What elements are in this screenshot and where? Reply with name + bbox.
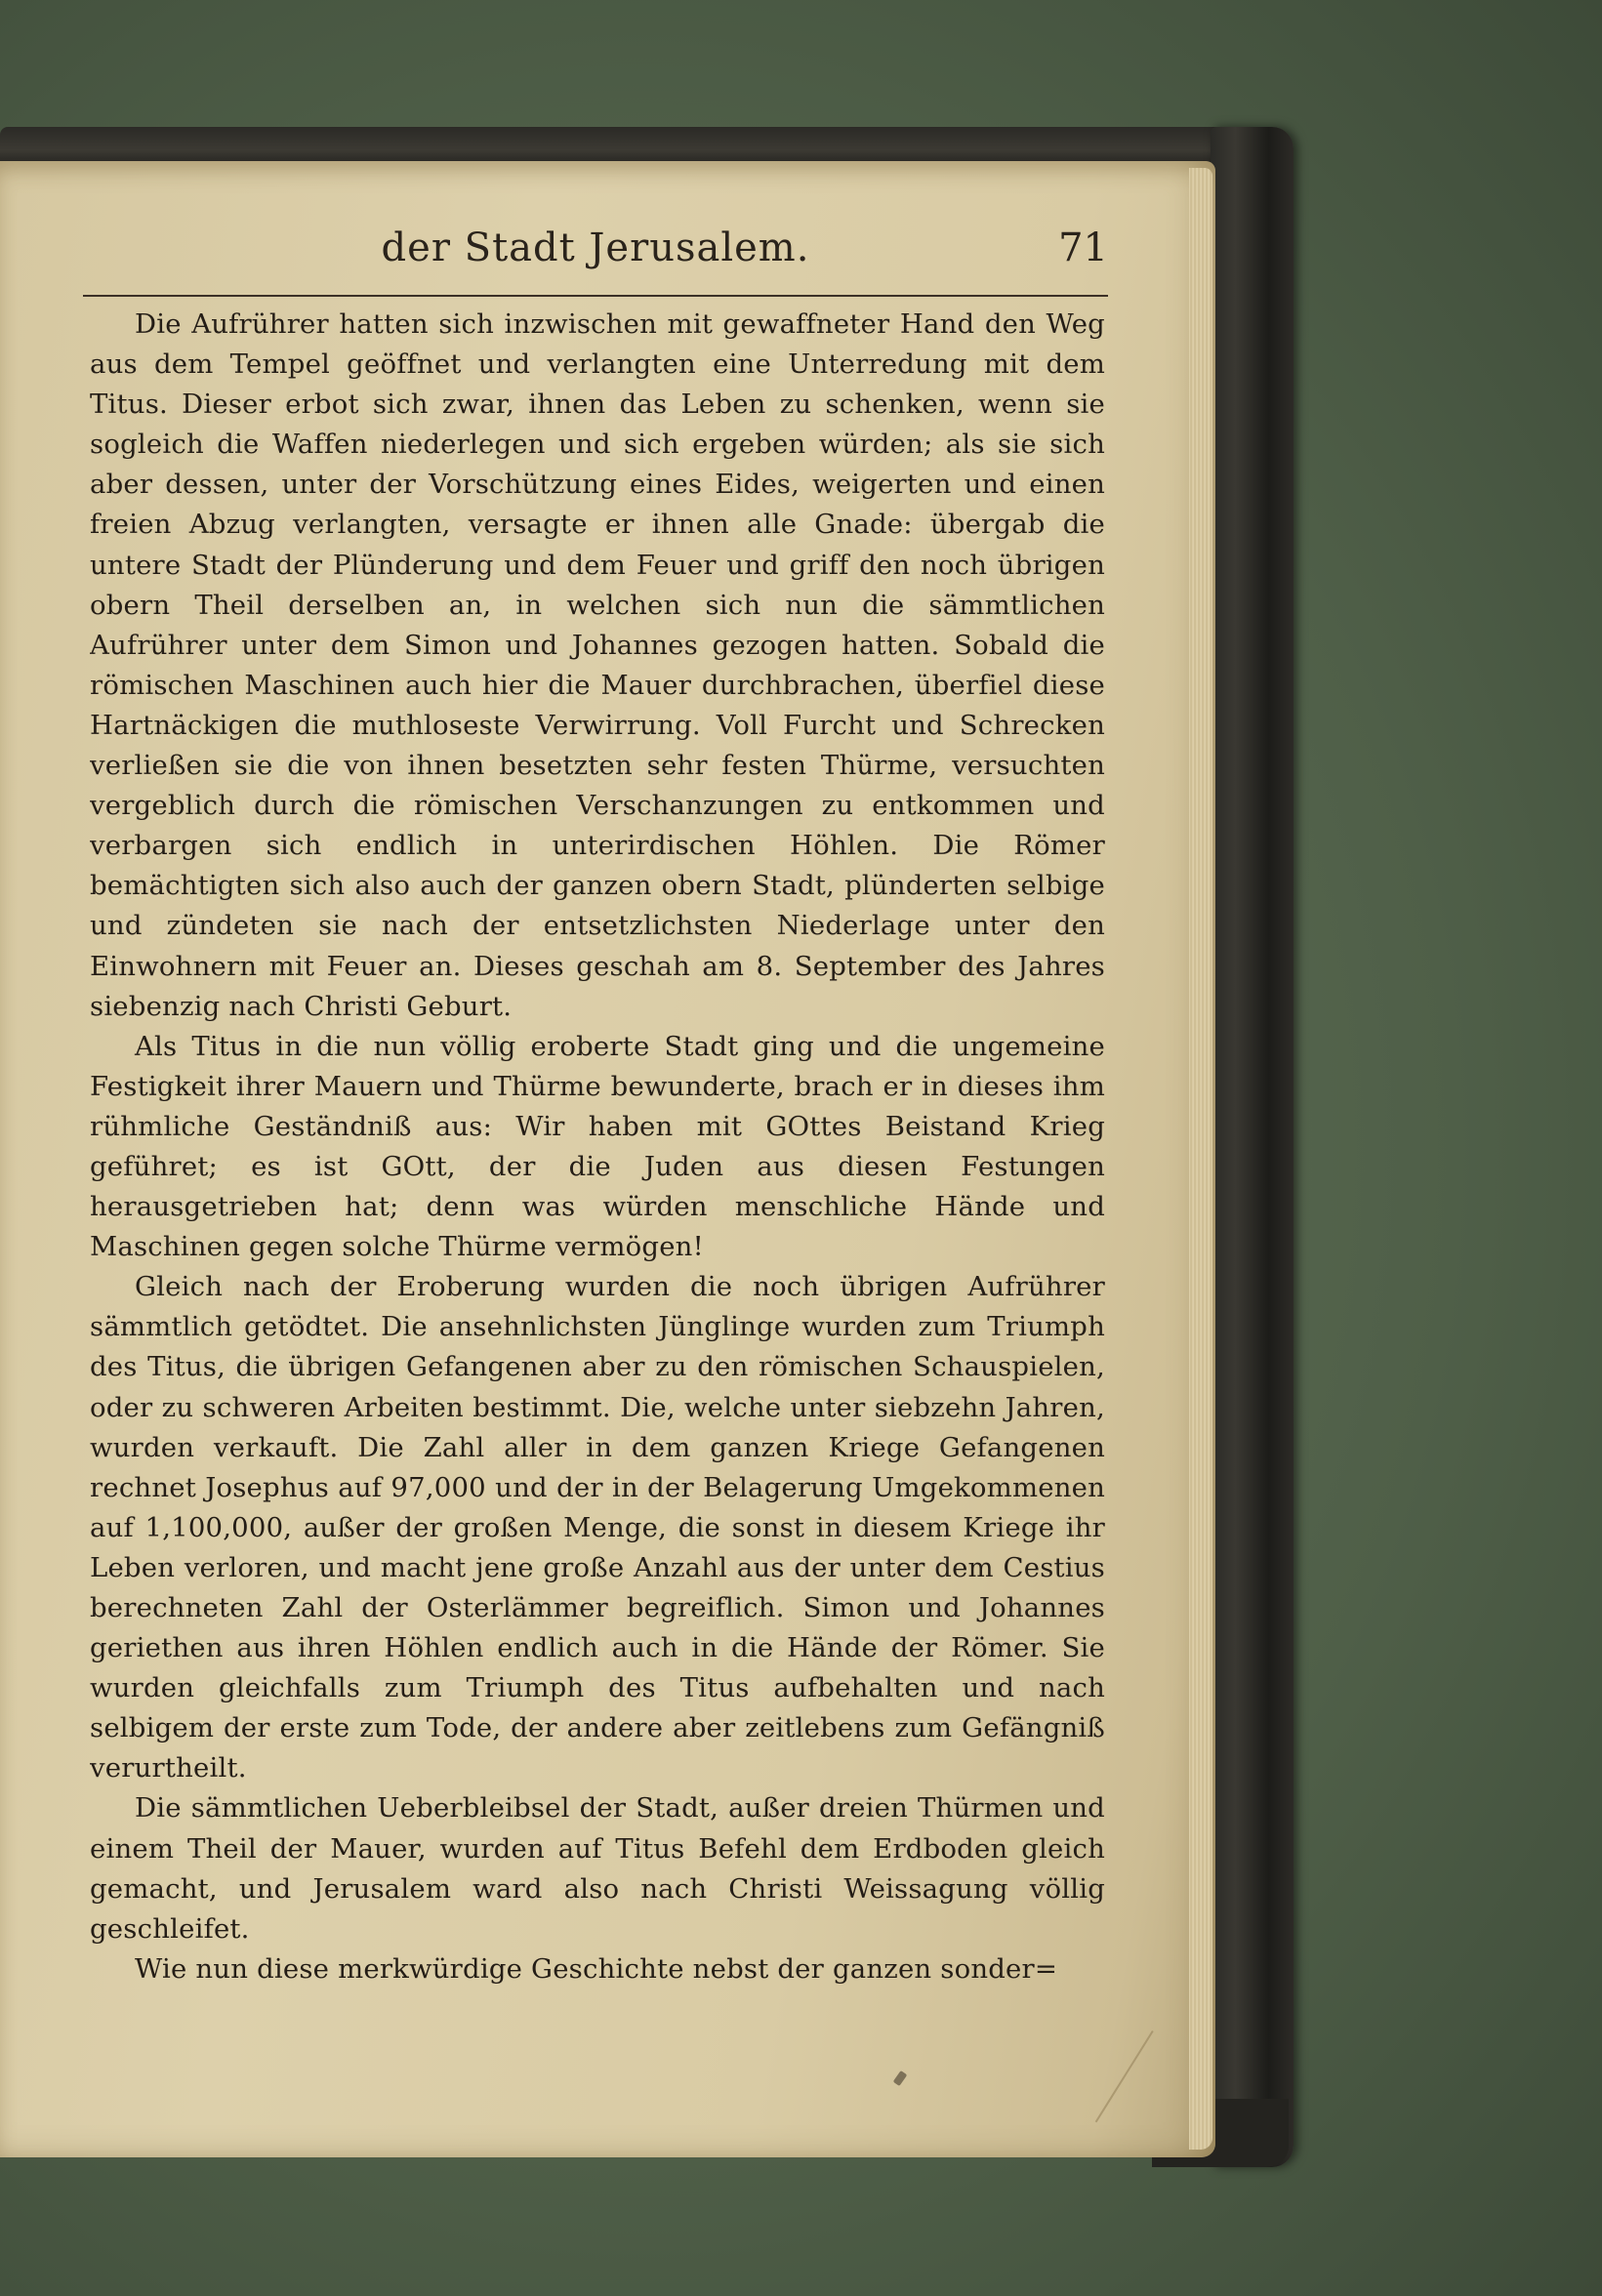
running-head: der Stadt Jerusalem. <box>381 226 810 270</box>
paragraph: Die sämmtlichen Ueberbleibsel der Stadt, außer dreien Thürmen und einem Theil der Mauer, wurden auf Titus Befehl dem Erdboden gleich gemacht, und Jerusalem ward also nach Christi Weissagung völlig geschleifet. <box>90 1792 1105 1945</box>
header-rule <box>83 295 1108 297</box>
paragraph: Als Titus in die nun völlig eroberte Stadt ging und die ungemeine Festigkeit ihrer Mauern und Thürme bewunderte, brach er in dieses ihm rühmliche Geständniß aus: Wir haben mit GOttes Beistand Krieg geführet; es ist GOtt, der die Juden aus diesen Festungen herausgetrieben hat; denn was würden menschliche Hände und Maschinen gegen solche Thürme vermögen! <box>90 1030 1105 1263</box>
page-number: 71 <box>1058 226 1108 270</box>
page-header <box>83 219 1108 289</box>
page-stack-edge <box>1189 168 1212 2150</box>
book-cover-spine-edge <box>1211 127 1294 2167</box>
paragraph: Gleich nach der Eroberung wurden die noch übrigen Aufrührer sämmtlich getödtet. Die ansehnlichsten Jünglinge wurden zum Triumph des Titus, die übrigen Gefangenen aber zu den römischen Schauspielen, oder zu schweren Arbeiten bestimmt. Die, welche unter siebzehn Jahren, wurden verkauft. Die Zahl aller in dem ganzen Kriege Gefangenen rechnet Josephus auf 97,000 und der in der Belagerung Umgekommenen auf 1,100,000, außer der großen Menge, die sonst in diesem Kriege ihr Leben verloren, und macht jene große Anzahl aus der unter dem Cestius berechneten Zahl der Osterlämmer begreiflich. Simon und Johannes geriethen aus ihren Höhlen endlich auch in die Hände der Römer. Sie wurden gleichfalls zum Triumph des Titus aufbehalten und nach selbigem der erste zum Tode, der andere aber zeitlebens zum Gefängniß verurtheilt. <box>90 1271 1105 1784</box>
paragraph: Wie nun diese merkwürdige Geschichte nebst der ganzen sonder= <box>135 1952 1058 1985</box>
paragraph: Die Aufrührer hatten sich inzwischen mit gewaffneter Hand den Weg aus dem Tempel geöffnet und verlangten eine Unterredung mit dem Titus. Dieser erbot sich zwar, ihnen das Leben zu schenken, wenn sie sogleich die Waffen niederlegen und sich ergeben würden; als sie sich aber dessen, unter der Vorschützung eines Eides, weigerten und einen freien Abzug verlangten, versagte er ihnen alle Gnade: übergab die untere Stadt der Plünderung und dem Feuer und griff den noch übrigen obern Theil derselben an, in welchen sich nun die sämmtlichen Aufrührer unter dem Simon und Johannes gezogen hatten. Sobald die römischen Maschinen auch hier die Mauer durchbrachen, überfiel diese Hartnäckigen die muthloseste Verwirrung. Voll Furcht und Schrecken verließen sie die von ihnen besetzten sehr festen Thürme, versuchten vergeblich durch die römischen Verschanzungen zu entkommen und verbargen sich endlich in unterirdischen Höhlen. Die Römer bemächtigten sich also auch der ganzen obern Stadt, plünderten selbige und zündeten sie nach der entsetzlichsten Niederlage unter den Einwohnern mit Feuer an. Dieses geschah am 8. September des Jahres siebenzig nach Christi Geburt. <box>90 308 1105 1022</box>
body-text <box>90 305 1105 2032</box>
book-cover-top-edge <box>0 127 1289 166</box>
